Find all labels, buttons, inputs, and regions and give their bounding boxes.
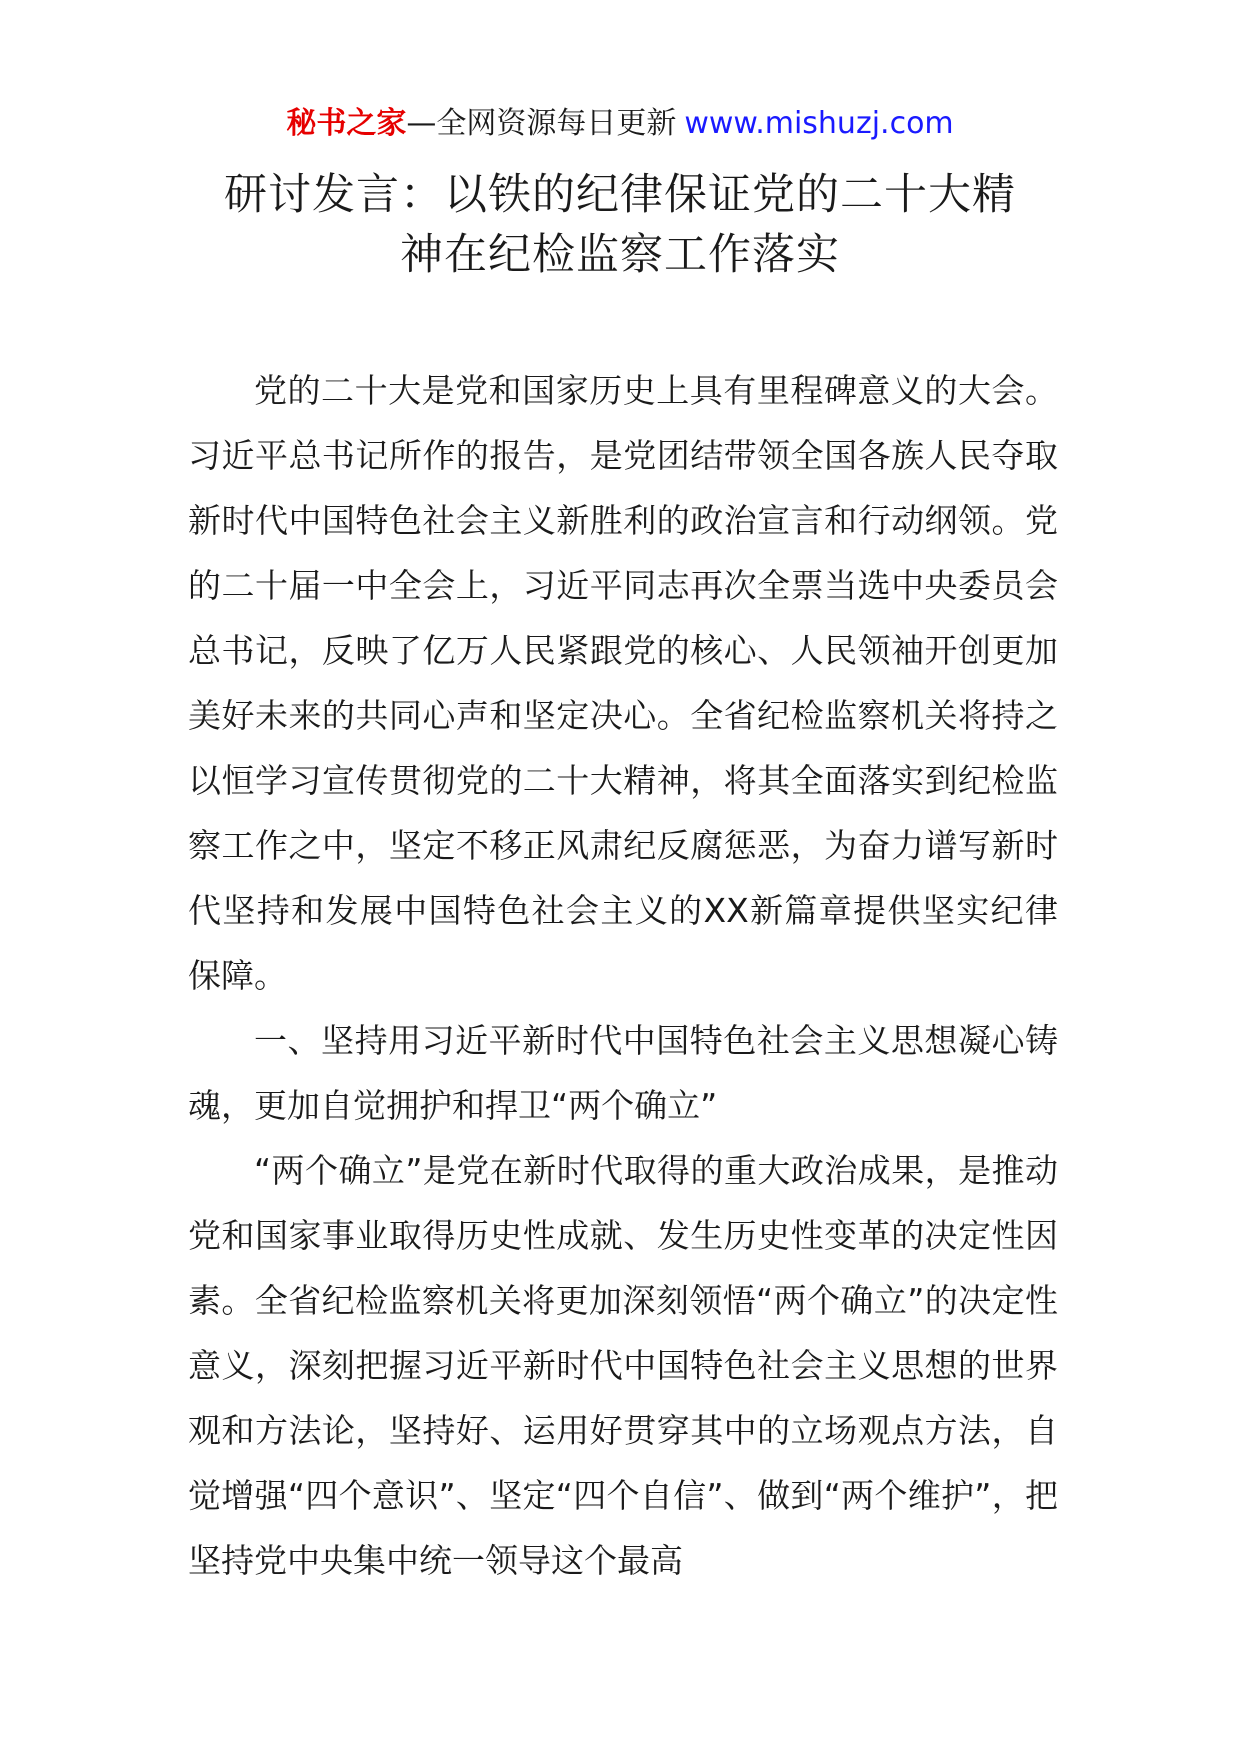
document-body [188, 358, 1058, 1593]
title-line-1: 研讨发言：以铁的纪律保证党的二十大精 [224, 170, 1016, 220]
paragraph-intro: 党的二十大是党和国家历史上具有里程碑意义的大会。习近平总书记所作的报告，是党团结带领全国各族人民夺取新时代中国特色社会主义新胜利的政治宣言和行动纲领。党的二十届一中全会上，习近平同志再次全票当选中央委员会总书记，反映了亿万人民紧跟党的核心、人民领袖开创更加美好未来的共同心声和坚定决心。全省纪检监察机关将持之以恒学习宣传贯彻党的二十大精神，将其全面落实到纪检监察工作之中，坚定不移正风肃纪反腐惩恶，为奋力谱写新时代坚持和发展中国特色社会主义的XX新篇章提供坚实纪律保障。 [188, 371, 1058, 995]
site-header [0, 102, 1240, 146]
header-tagline: —全网资源每日更新 [406, 106, 677, 141]
section-heading-1: 一、坚持用习近平新时代中国特色社会主义思想凝心铸魂，更加自觉拥护和捍卫“两个确立” [188, 1021, 1058, 1125]
site-url-link[interactable]: www.mishuzj.com [684, 106, 954, 141]
document-title [170, 165, 1070, 285]
brand-name: 秘书之家 [286, 106, 407, 141]
title-line-2: 神在纪检监察工作落实 [400, 230, 840, 280]
paragraph-section-1: “两个确立”是党在新时代取得的重大政治成果，是推动党和国家事业取得历史性成就、发生历史性变革的决定性因素。全省纪检监察机关将更加深刻领悟“两个确立”的决定性意义，深刻把握习近平新时代中国特色社会主义思想的世界观和方法论，坚持好、运用好贯穿其中的立场观点方法，自觉增强“四个意识”、坚定“四个自信”、做到“两个维护”，把坚持党中央集中统一领导这个最高 [188, 1151, 1058, 1580]
